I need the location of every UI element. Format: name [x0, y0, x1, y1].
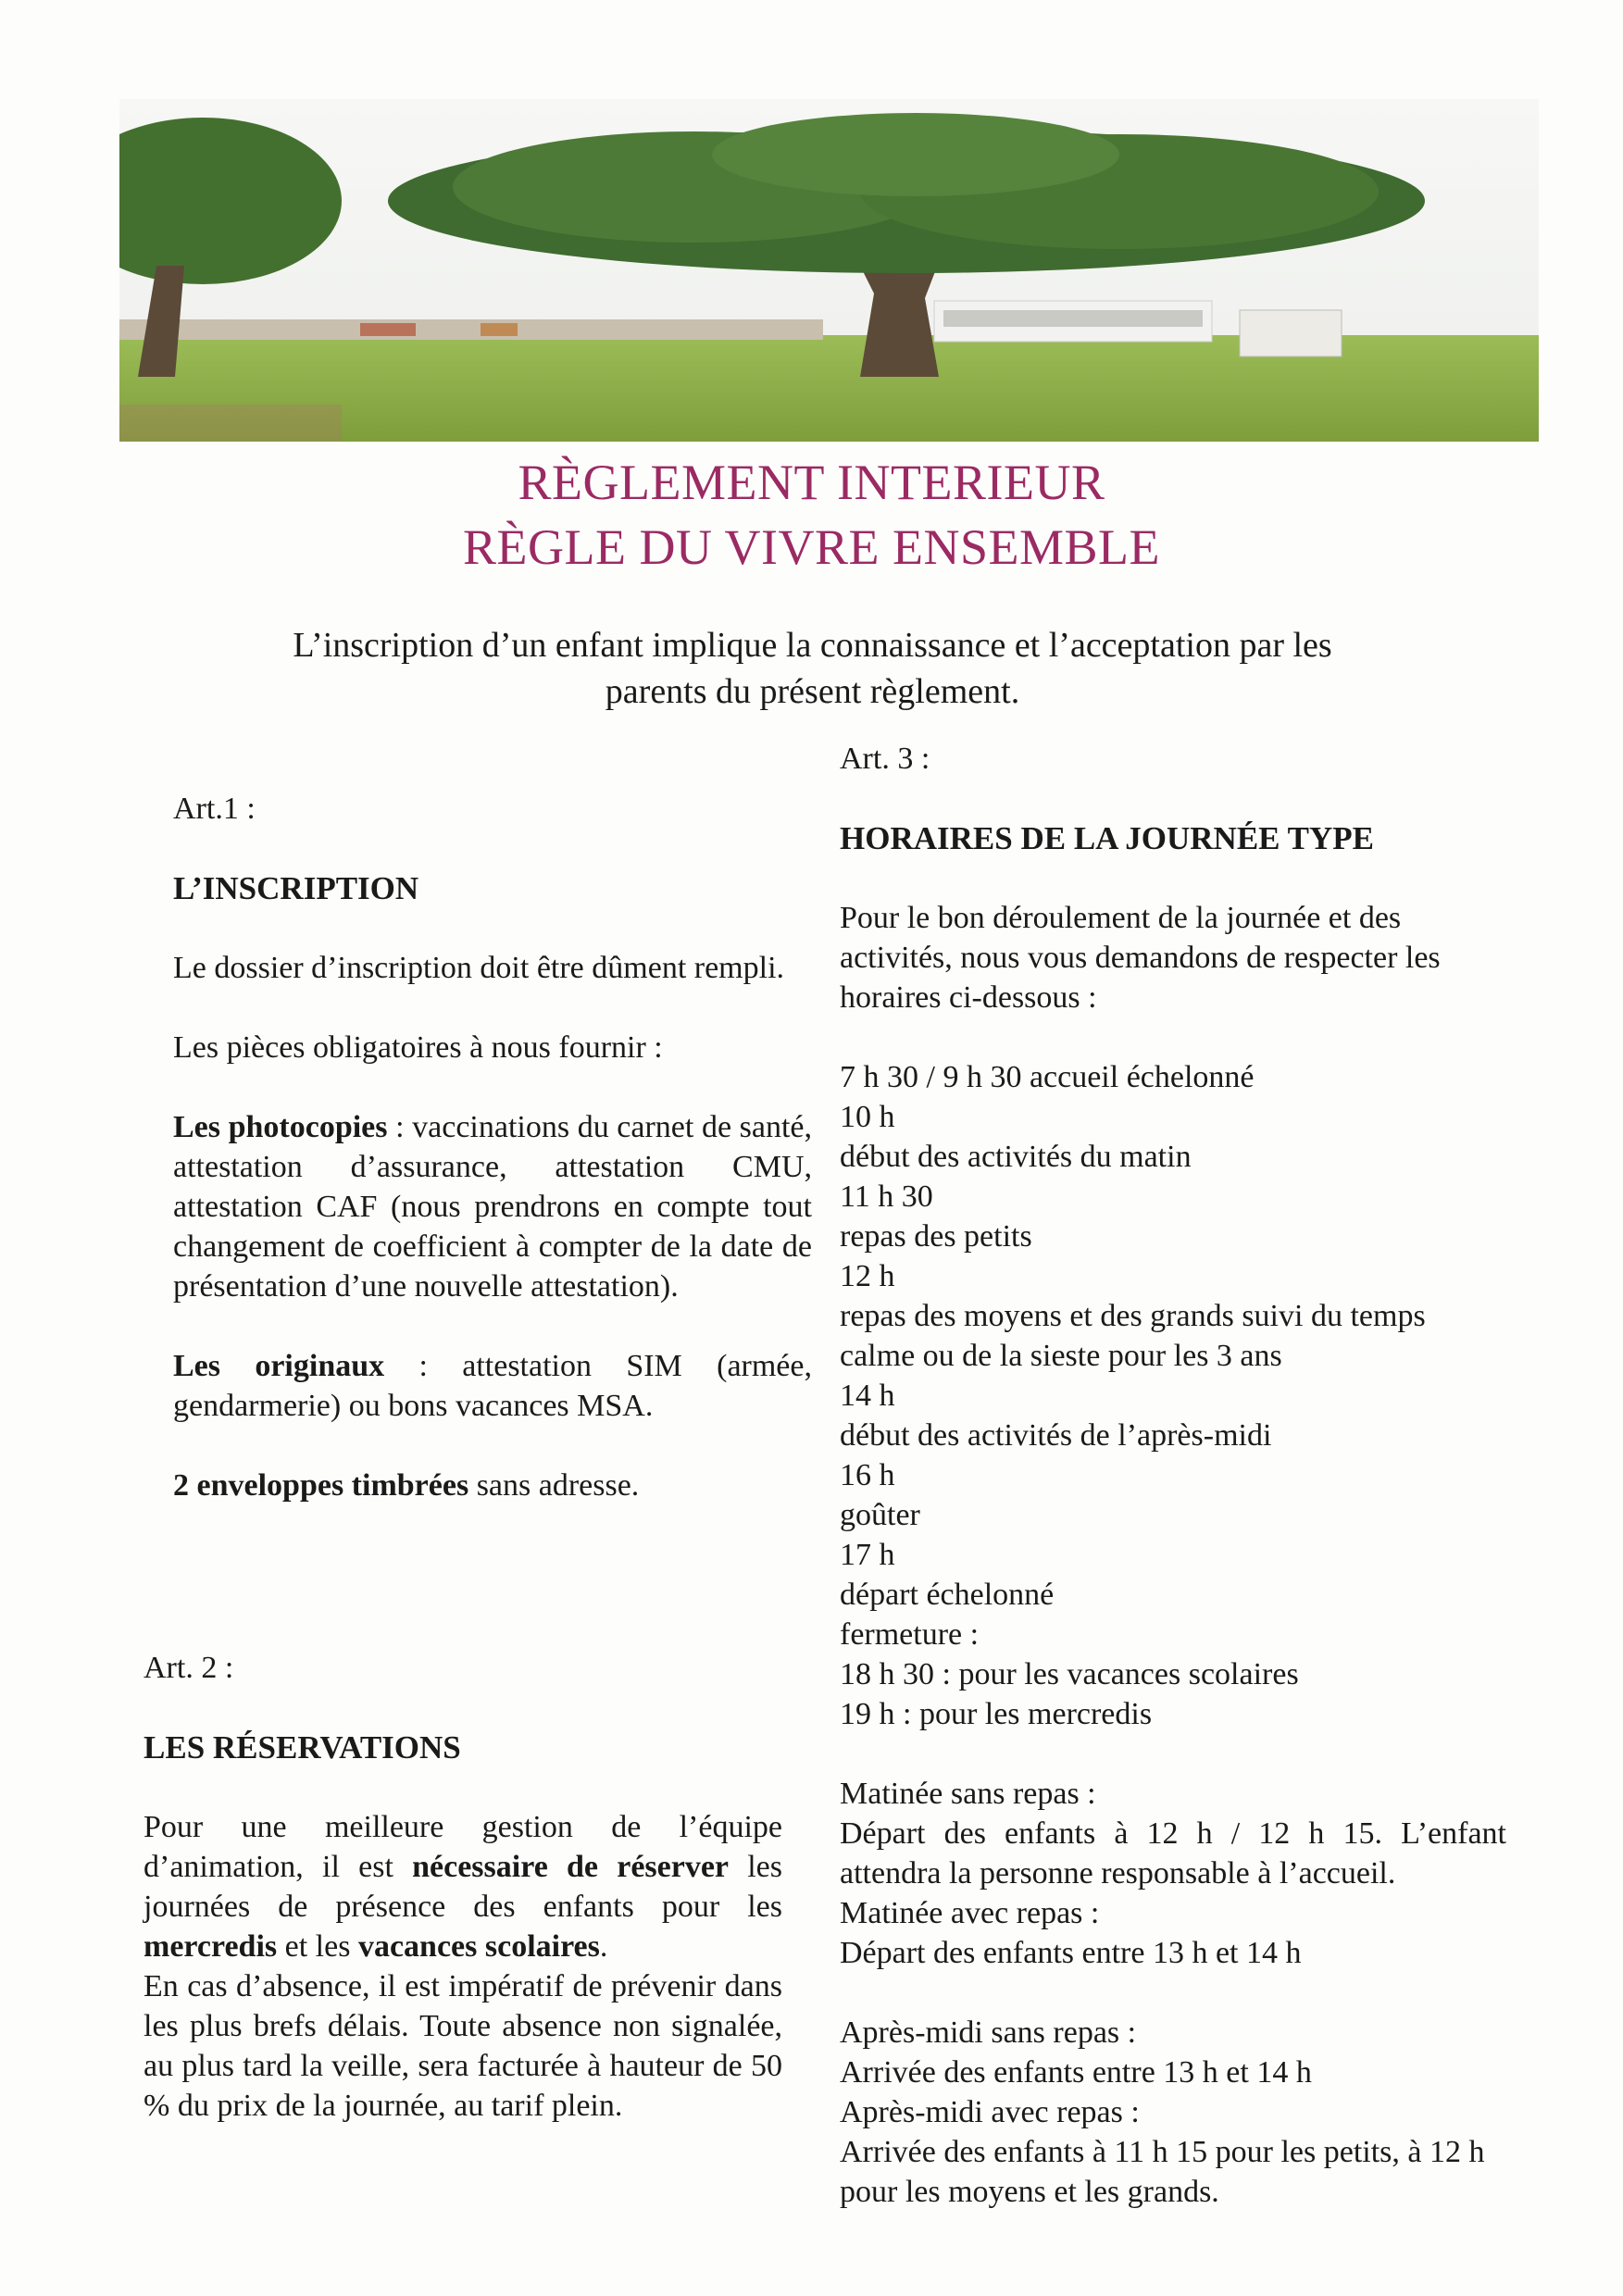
schedule-line: 10 h [840, 1100, 895, 1134]
apm-sans-label: Après-midi sans repas : [840, 2015, 1137, 2050]
schedule-line: début des activités du matin [840, 1140, 1192, 1174]
page-subtitle: RÈGLE DU VIVRE ENSEMBLE [463, 519, 1160, 575]
schedule-line: goûter [840, 1498, 920, 1532]
intro-line-1: L’inscription d’un enfant implique la connaissance et l’acceptation par les [293, 626, 1332, 665]
bold-enveloppes: 2 enveloppes timbrées [173, 1468, 469, 1503]
matinee-block [840, 1774, 1506, 1973]
apm-sans-text: Arrivée des enfants entre 13 h et 14 h [840, 2055, 1312, 2090]
article-1-paragraph-3 [173, 1107, 812, 1306]
matinee-avec-text: Départ des enfants entre 13 h et 14 h [840, 1936, 1302, 1970]
article-2-paragraph-2: En cas d’absence, il est impératif de prévenir dans les plus brefs délais. Toute absence non signalée, au plus tard la veille, sera facturée à hauteur de 50 % du prix de la journée, au tarif plein. [144, 1969, 782, 2123]
schedule-line: repas des petits [840, 1219, 1032, 1254]
schedule-line: 17 h [840, 1538, 895, 1572]
schedule-list [840, 1057, 1506, 1734]
text-a: Pour une meilleure gestion de l’équipe d’animation, il est [144, 1810, 782, 1884]
article-1-paragraph-3-text: : vaccinations du carnet de santé, attestation d’assurance, attestation CMU, attestation CAF (nous prendrons en compte tout changement de coefficient à compter de la date de présentation d’une nouvelle attestation). [173, 1110, 812, 1304]
schedule-line: début des activités de l’après-midi [840, 1418, 1272, 1453]
schedule-line: 16 h [840, 1458, 895, 1492]
schedule-line: départ échelonné [840, 1578, 1055, 1612]
text-g: . [599, 1929, 608, 1964]
text-c: les journées de présence des enfants pour les [144, 1850, 783, 1924]
article-3 [840, 739, 1506, 2212]
bold-mercredis: mercredis [144, 1929, 278, 1964]
schedule-line: 11 h 30 [840, 1179, 933, 1214]
article-2-label: Art. 2 : [144, 1651, 234, 1685]
apm-avec-label: Après-midi avec repas : [840, 2095, 1140, 2129]
schedule-line: 14 h [840, 1379, 895, 1413]
article-1-paragraph-5-text: sans adresse. [468, 1468, 640, 1503]
apres-midi-block [840, 2013, 1506, 2212]
schedule-line: fermeture : [840, 1617, 980, 1652]
article-1 [173, 789, 812, 1505]
schedule-line: 19 h : pour les mercredis [840, 1697, 1153, 1731]
article-1-label: Art.1 : [173, 792, 256, 826]
schedule-line: calme ou de la sieste pour les 3 ans [840, 1339, 1282, 1373]
schedule-line: 12 h [840, 1259, 895, 1293]
article-1-paragraph-4-text: : attestation SIM (armée, gendarmerie) ou bons vacances MSA. [173, 1349, 812, 1423]
matinee-avec-label: Matinée avec repas : [840, 1896, 1100, 1930]
intro-paragraph [222, 622, 1403, 715]
article-1-paragraph-1: Le dossier d’inscription doit être dûment rempli. [173, 951, 785, 985]
bold-photocopies: Les photocopies [173, 1110, 388, 1144]
schedule-line: 18 h 30 : pour les vacances scolaires [840, 1657, 1299, 1691]
article-1-paragraph-5 [173, 1466, 812, 1505]
article-1-paragraph-4 [173, 1346, 812, 1426]
article-2 [144, 1648, 782, 2126]
article-1-paragraph-2: Les pièces obligatoires à nous fournir : [173, 1030, 663, 1065]
bold-reserver: nécessaire de réserver [412, 1850, 730, 1884]
bold-originaux: Les originaux [173, 1349, 385, 1383]
article-2-paragraph-1 [144, 1807, 782, 1966]
article-1-heading: L’INSCRIPTION [173, 870, 419, 906]
header-photo-tree [119, 99, 1539, 442]
article-3-label: Art. 3 : [840, 742, 930, 776]
matinee-sans-label: Matinée sans repas : [840, 1777, 1096, 1811]
article-3-heading: HORAIRES DE LA JOURNÉE TYPE [840, 820, 1374, 856]
intro-line-2: parents du présent règlement. [605, 672, 1020, 711]
bold-vacances: vacances scolaires [357, 1929, 600, 1964]
schedule-line: repas des moyens et des grands suivi du temps [840, 1299, 1426, 1333]
schedule-line: 7 h 30 / 9 h 30 accueil échelonné [840, 1060, 1255, 1094]
apm-avec-text: Arrivée des enfants à 11 h 15 pour les petits, à 12 h pour les moyens et les grands. [840, 2135, 1485, 2209]
matinee-sans-text: Départ des enfants à 12 h / 12 h 15. L’enfant attendra la personne responsable à l’accueil. [840, 1816, 1506, 1890]
article-2-heading: LES RÉSERVATIONS [144, 1729, 461, 1766]
page-title: RÈGLEMENT INTERIEUR [518, 455, 1105, 510]
text-e: et les [277, 1929, 358, 1964]
article-3-intro: Pour le bon déroulement de la journée et des activités, nous vous demandons de respecter les horaires ci-dessous : [840, 901, 1441, 1015]
